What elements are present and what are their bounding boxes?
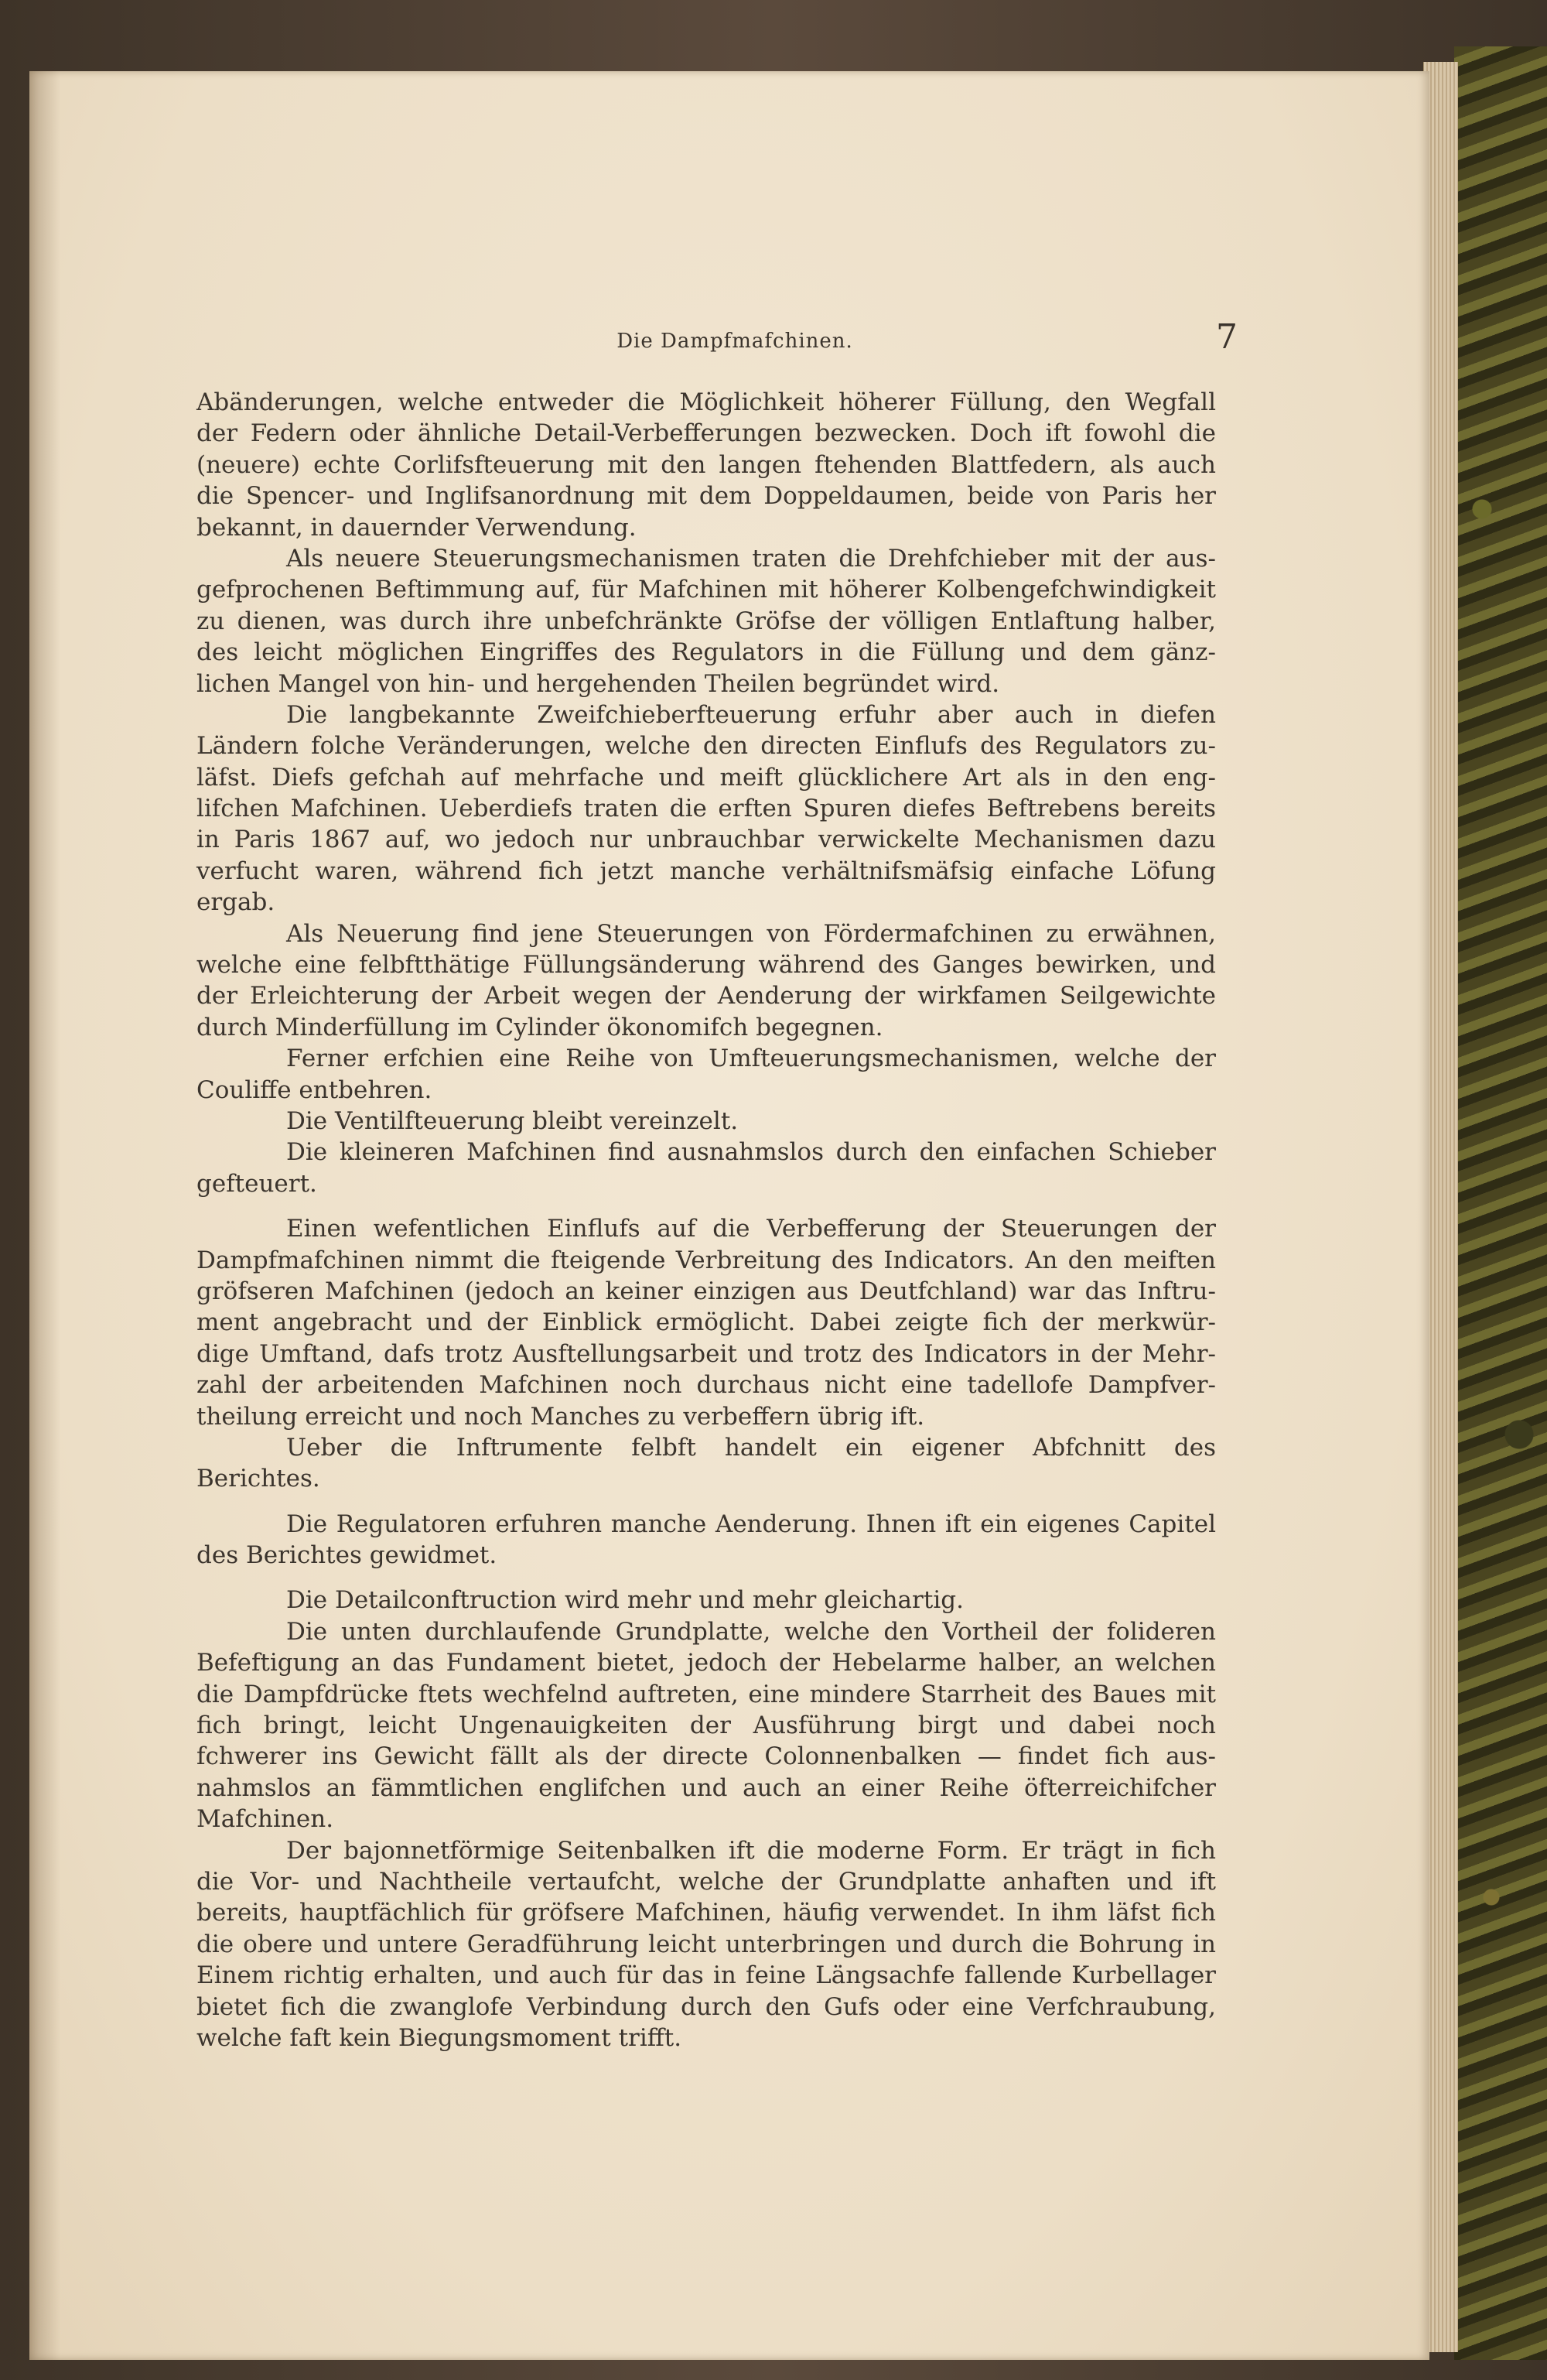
text-line: der Erleichterung der Arbeit wegen der Aenderung der wirkfamen Seilgewichte	[196, 982, 1216, 1010]
text-line: Der bajonnetförmige Seitenbalken ift die moderne Form. Er trägt in fich	[286, 1836, 1216, 1865]
paragraph	[196, 1137, 1216, 1199]
page-number: 7	[1216, 317, 1238, 357]
paragraph	[196, 1616, 1216, 1835]
text-line: nahmslos an fämmtlichen englifchen und auch an einer Reihe öfterreichifcher	[196, 1773, 1216, 1802]
text-line: ergab.	[196, 888, 275, 917]
text-line: zu dienen, was durch ihre unbefchränkte Gröfse der völligen Entlaftung halber,	[196, 607, 1216, 635]
paragraph	[196, 699, 1216, 918]
marbled-book-cover	[1454, 46, 1547, 2360]
text-line: die Vor- und Nachtheile vertaufcht, welche der Grundplatte anhaften und ift	[196, 1867, 1216, 1896]
text-line: bekannt, in dauernder Verwendung.	[196, 513, 637, 542]
text-line: der Federn oder ähnliche Detail-Verbefferungen bezwecken. Doch ift fowohl die	[196, 419, 1216, 448]
text-line: Die Regulatoren erfuhren manche Aenderung. Ihnen ift ein eigenes Capitel	[286, 1510, 1216, 1538]
text-line: Befeftigung an das Fundament bietet, jedoch der Hebelarme halber, an welchen	[196, 1649, 1216, 1677]
text-line: des Berichtes gewidmet.	[196, 1541, 497, 1570]
text-line: durch Minderfüllung im Cylinder ökonomifch begegnen.	[196, 1013, 883, 1041]
text-line: zahl der arbeitenden Mafchinen noch durchaus nicht eine tadellofe Dampfver-	[196, 1371, 1216, 1400]
text-line: fich bringt, leicht Ungenauigkeiten der Ausführung birgt und dabei noch	[196, 1711, 1216, 1740]
paragraph	[196, 1585, 1216, 1616]
text-line: Mafchinen.	[196, 1805, 334, 1834]
text-line: Couliffe entbehren.	[196, 1075, 432, 1104]
text-line: ment angebracht und der Einblick ermöglicht. Dabei zeigte fich der merkwür-	[196, 1308, 1216, 1337]
paragraph	[196, 1509, 1216, 1571]
text-line: Berichtes.	[196, 1465, 320, 1493]
text-line: dige Umftand, dafs trotz Ausftellungsarbeit und trotz des Indicators in der Mehr-	[196, 1339, 1216, 1368]
paragraph	[196, 1835, 1216, 2054]
text-line: Die langbekannte Zweifchieberfteuerung erfuhr aber auch in diefen	[286, 700, 1216, 729]
text-line: Einem richtig erhalten, und auch für das in feine Längsachfe fallende Kurbellager	[196, 1961, 1216, 1990]
text-line: welche eine felbftthätige Füllungsänderung während des Ganges bewirken, und	[196, 951, 1216, 980]
text-line: in Paris 1867 auf, wo jedoch nur unbrauchbar verwickelte Mechanismen dazu	[196, 826, 1216, 854]
text-line: die obere und untere Geradführung leicht unterbringen und durch die Bohrung in	[196, 1930, 1216, 1958]
text-line: Die Ventilfteuerung bleibt vereinzelt.	[286, 1106, 739, 1135]
text-line: Ferner erfchien eine Reihe von Umfteuerungsmechanismen, welche der	[286, 1045, 1216, 1073]
text-line: gefprochenen Beftimmung auf, für Mafchinen mit höherer Kolbengefchwindigkeit	[196, 576, 1216, 604]
body-text	[196, 387, 1216, 2053]
paragraph	[196, 1432, 1216, 1495]
paragraph	[196, 543, 1216, 699]
text-line: Ueber die Inftrumente felbft handelt ein eigener Abfchnitt des	[286, 1433, 1216, 1462]
text-line: die Spencer- und Inglifsanordnung mit dem Doppeldaumen, beide von Paris her	[196, 482, 1216, 511]
paragraph	[196, 1043, 1216, 1106]
paragraph	[196, 387, 1216, 543]
paragraph	[196, 1213, 1216, 1432]
text-line: Als neuere Steuerungsmechanismen traten die Drehfchieber mit der aus-	[286, 544, 1216, 573]
text-line: Einen wefentlichen Einflufs auf die Verbefferung der Steuerungen der	[286, 1215, 1216, 1243]
paragraph	[196, 918, 1216, 1044]
text-line: (neuere) echte Corlifsfteuerung mit den langen ftehenden Blattfedern, als auch	[196, 450, 1216, 479]
text-line: gröfseren Mafchinen (jedoch an keiner einzigen aus Deutfchland) war das Inftru-	[196, 1277, 1216, 1305]
paragraph-gap	[196, 1495, 1216, 1509]
text-line: gefteuert.	[196, 1169, 317, 1198]
text-line: verfucht waren, während fich jetzt manche verhältnifsmäfsig einfache Löfung	[196, 857, 1216, 885]
text-line: Die unten durchlaufende Grundplatte, welche den Vortheil der folideren	[286, 1617, 1216, 1646]
text-line: bereits, hauptfächlich für gröfsere Mafchinen, häufig verwendet. In ihm läfst fich	[196, 1899, 1216, 1927]
text-line: Ländern folche Veränderungen, welche den directen Einflufs des Regulators zu-	[196, 732, 1216, 761]
binding-shadow	[29, 71, 60, 2360]
text-line: Die Detailconftruction wird mehr und mehr gleichartig.	[286, 1586, 964, 1615]
text-line: Dampfmafchinen nimmt die fteigende Verbreitung des Indicators. An den meiften	[196, 1246, 1216, 1274]
text-line: welche faft kein Biegungsmoment trifft.	[196, 2023, 682, 2052]
paragraph	[196, 1106, 1216, 1137]
running-head: Die Dampfmafchinen.	[616, 330, 853, 353]
text-line: lichen Mangel von hin- und hergehenden Theilen begründet wird.	[196, 669, 1000, 698]
text-line: des leicht möglichen Eingriffes des Regulators in die Füllung und dem gänz-	[196, 638, 1216, 667]
text-line: bietet fich die zwanglofe Verbindung durch den Gufs oder eine Verfchraubung,	[196, 1992, 1216, 2021]
text-line: fchwerer ins Gewicht fällt als der directe Colonnenbalken — findet fich aus-	[196, 1742, 1216, 1771]
text-line: Als Neuerung find jene Steuerungen von Fördermafchinen zu erwähnen,	[286, 919, 1216, 948]
paragraph-gap	[196, 1199, 1216, 1213]
text-line: lifchen Mafchinen. Ueberdiefs traten die erften Spuren diefes Beftrebens bereits	[196, 795, 1216, 823]
paragraph-gap	[196, 1571, 1216, 1585]
text-line: die Dampfdrücke ftets wechfelnd auftreten, eine mindere Starrheit des Baues mit	[196, 1680, 1216, 1708]
text-line: theilung erreicht und noch Manches zu verbeffern übrig ift.	[196, 1402, 925, 1431]
text-line: Abänderungen, welche entweder die Möglichkeit höherer Füllung, den Wegfall	[196, 388, 1216, 416]
text-line: läfst. Diefs gefchah auf mehrfache und meift glücklichere Art als in den eng-	[196, 763, 1216, 792]
text-line: Die kleineren Mafchinen find ausnahmslos durch den einfachen Schieber	[286, 1138, 1216, 1167]
